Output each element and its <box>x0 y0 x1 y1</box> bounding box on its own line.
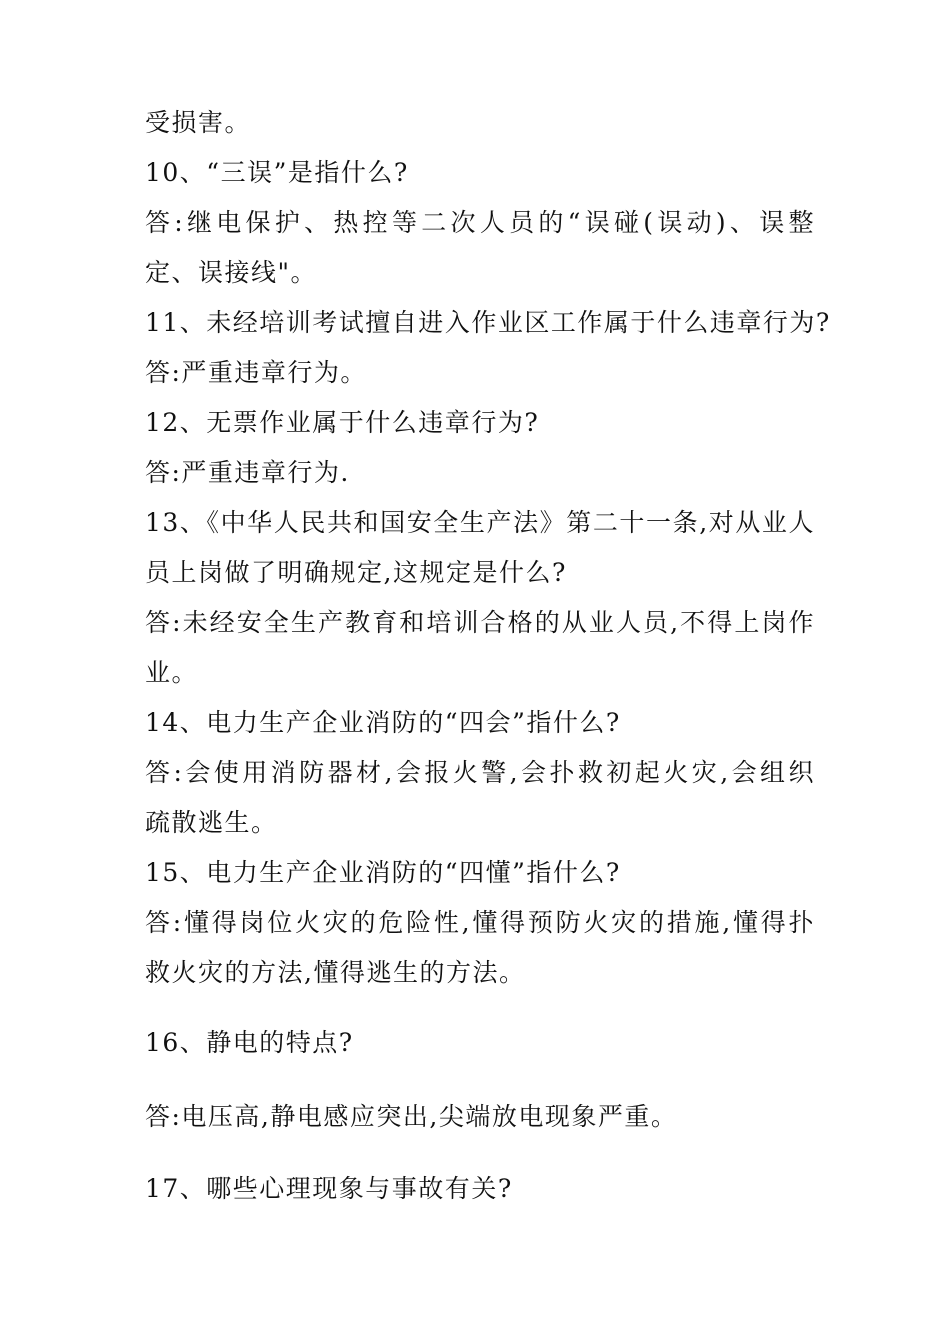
question-14: 14、电力生产企业消防的“四会”指什么? <box>145 708 621 737</box>
question-17: 17、哪些心理现象与事故有关? <box>145 1174 513 1203</box>
answer-12: 答:严重违章行为. <box>145 458 350 487</box>
question-15: 15、电力生产企业消防的“四懂”指什么? <box>145 858 621 887</box>
question-13-line-1: 13、《中华人民共和国安全生产法》第二十一条,对从业人 <box>145 508 815 537</box>
answer-15-line-1: 答:懂得岗位火灾的危险性,懂得预防火灾的措施,懂得扑 <box>145 908 815 937</box>
question-10: 10、“三误”是指什么? <box>145 158 409 187</box>
text-line: 受损害。 <box>145 108 252 137</box>
answer-15-line-2: 救火灾的方法,懂得逃生的方法。 <box>145 958 526 987</box>
answer-10-line-2: 定、误接线"。 <box>145 258 317 287</box>
answer-14-line-1: 答:会使用消防器材,会报火警,会扑救初起火灾,会组织 <box>145 758 815 787</box>
question-12: 12、无票作业属于什么违章行为? <box>145 408 540 437</box>
question-11: 11、未经培训考试擅自进入作业区工作属于什么违章行为? <box>145 308 831 337</box>
question-13-line-2: 员上岗做了明确规定,这规定是什么? <box>145 558 567 587</box>
answer-16: 答:电压高,静电感应突出,尖端放电现象严重。 <box>145 1102 678 1131</box>
answer-14-line-2: 疏散逃生。 <box>145 808 278 837</box>
answer-10-line-1: 答:继电保护、热控等二次人员的“误碰(误动)、误整 <box>145 208 815 237</box>
answer-11: 答:严重违章行为。 <box>145 358 367 387</box>
answer-13-line-1: 答:未经安全生产教育和培训合格的从业人员,不得上岗作 <box>145 608 815 637</box>
answer-13-line-2: 业。 <box>145 658 199 687</box>
question-16: 16、静电的特点? <box>145 1028 354 1057</box>
